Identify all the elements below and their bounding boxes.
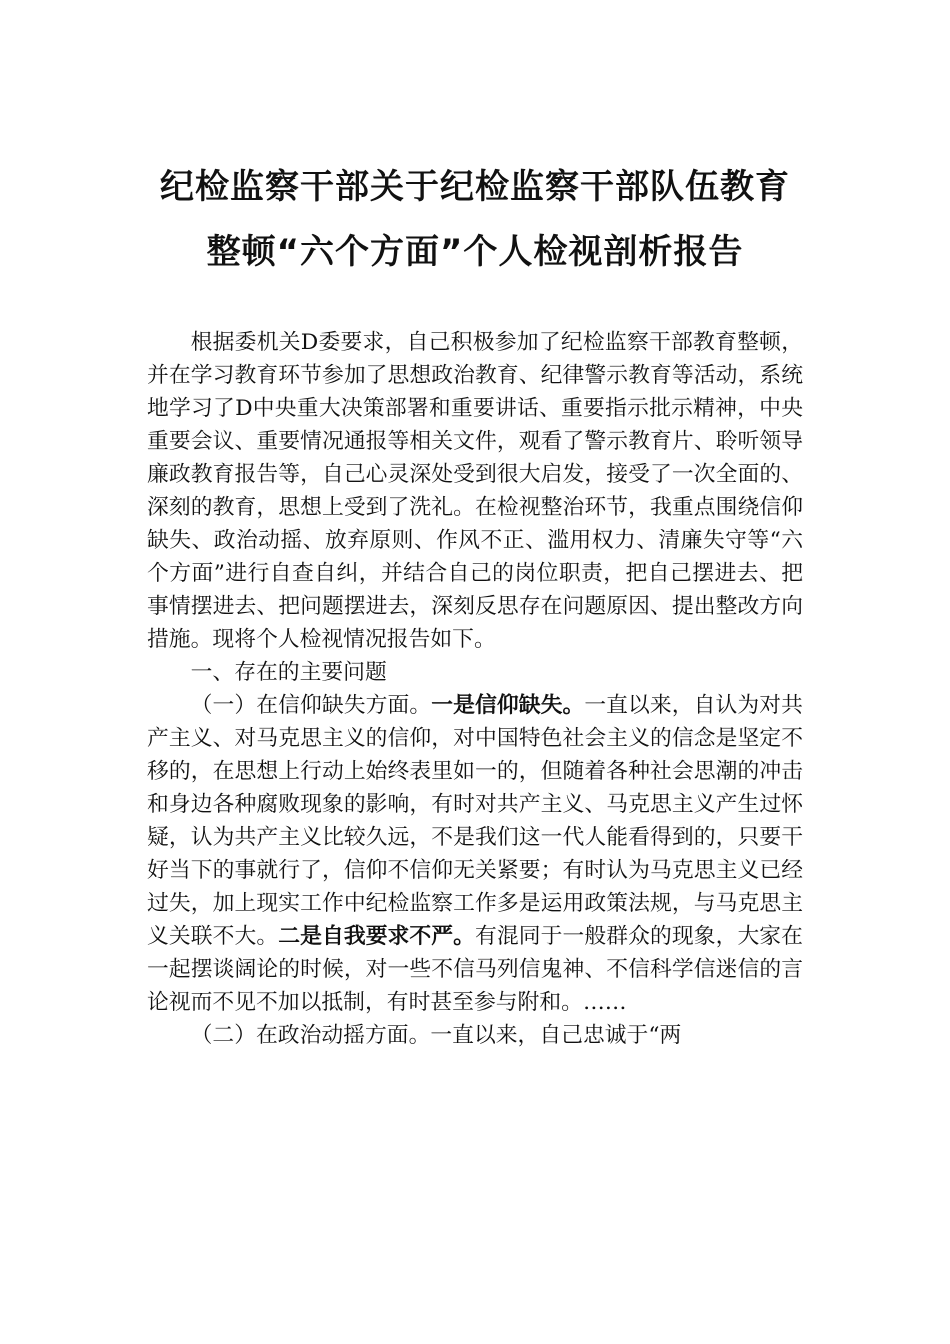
subsection-lead: （一）在信仰缺失方面。 — [190, 693, 432, 718]
point-2-text: 有混同于一般群众的现象，大家在一起摆谈阔论的时候，对一些不信马列信鬼神、不信科学信迷信的言论视而不见不加以抵制，有时甚至参与附和。…… — [147, 924, 803, 1015]
document-title-line-1: 纪检监察干部关于纪检监察干部队伍教育 — [160, 167, 790, 207]
document-body — [147, 326, 803, 1052]
point-1-text: 一直以来，自认为对共产主义、对马克思主义的信仰，对中国特色社会主义的信念是坚定不移的，在思想上行动上始终表里如一的，但随着各种社会思潮的冲击和身边各种腐败现象的影响，有时对共产主义、马克思主义产生过怀疑，认为共产主义比较久远，不是我们这一代人能看得到的，只要干好当下的事就行了，信仰不信仰无关紧要；有时认为马克思主义已经过失，加上现实工作中纪检监察工作多是运用政策法规，与马克思主义关联不大。 — [147, 693, 803, 949]
bold-point-1: 一是信仰缺失。 — [431, 693, 585, 718]
section-heading-1: 一、存在的主要问题 — [190, 660, 387, 685]
bold-point-2: 二是自我要求不严。 — [278, 924, 476, 949]
intro-paragraph: 根据委机关D委要求，自己积极参加了纪检监察干部教育整顿，并在学习教育环节参加了思想政治教育、纪律警示教育等活动，系统地学习了D中央重大决策部署和重要讲话、重要指示批示精神，中央重要会议、重要情况通报等相关文件，观看了警示教育片、聆听领导廉政教育报告等，自己心灵深处受到很大启发，接受了一次全面的、深刻的教育，思想上受到了洗礼。在检视整治环节，我重点围绕信仰缺失、政治动摇、放弃原则、作风不正、滥用权力、清廉失守等“六个方面”进行自查自纠，并结合自己的岗位职责，把自己摆进去、把事情摆进去、把问题摆进去，深刻反思存在问题原因、提出整改方向措施。现将个人检视情况报告如下。 — [147, 330, 803, 652]
problem-paragraph-2: （二）在政治动摇方面。一直以来，自己忠诚于“两 — [190, 1023, 682, 1048]
problem-paragraph-1 — [147, 689, 803, 1019]
document-title-line-2: 整顿“六个方面”个人检视剖析报告 — [206, 232, 744, 272]
